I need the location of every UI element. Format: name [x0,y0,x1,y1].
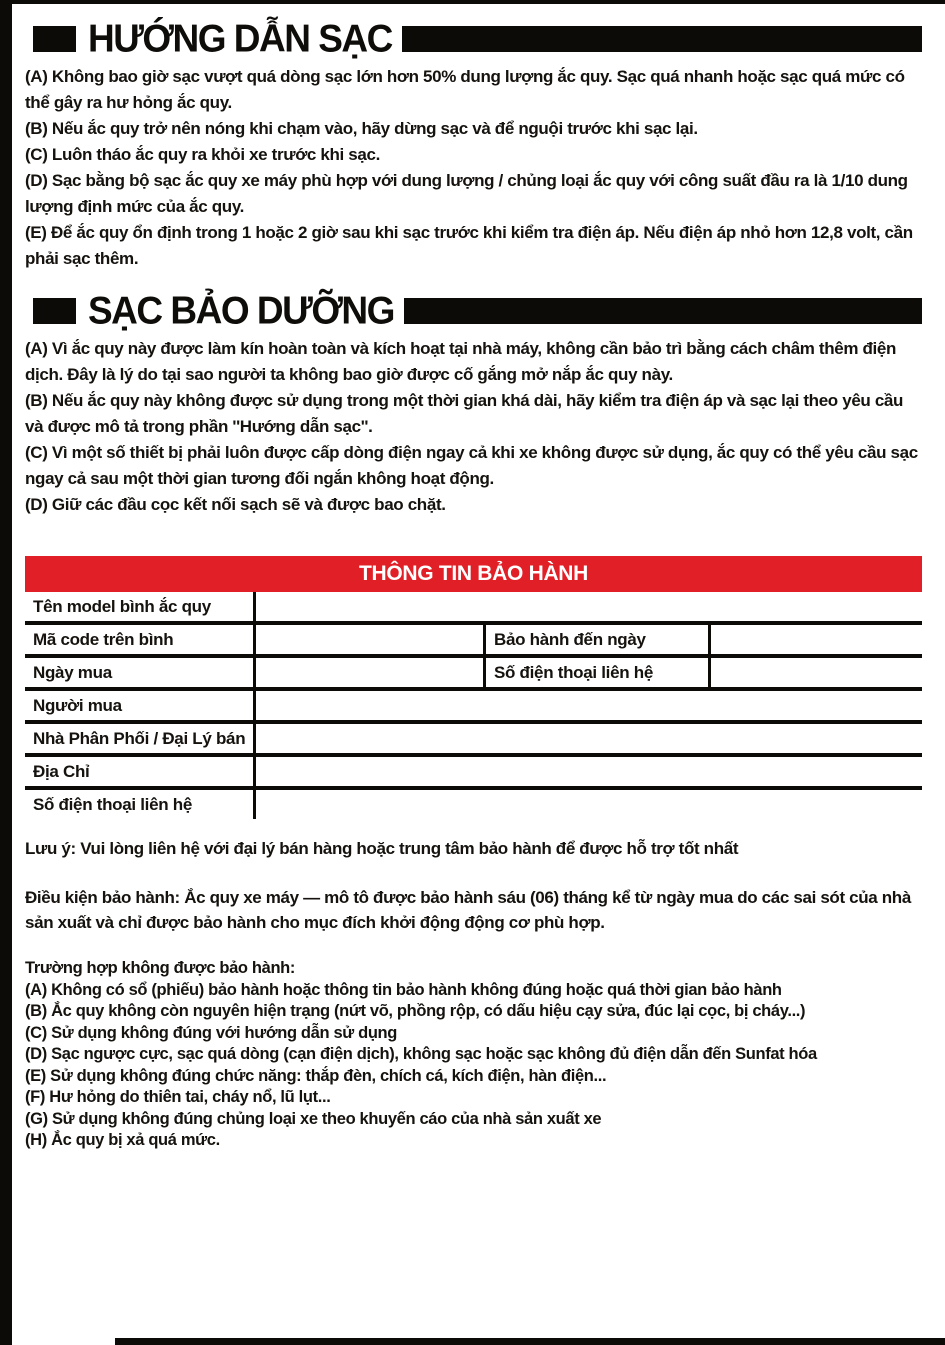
instruction-item: (C) Vì một số thiết bị phải luôn được cấp dòng điện ngay cả khi xe không được sử dụng, ắc quy có thể yêu cầu sạc ngay cả sau một thời gian tương đối ngắn không hoạt động. [25,443,918,488]
exclusion-item: (D) Sạc ngược cực, sạc quá dòng (cạn điện dịch), không sạc hoặc sạc không đủ điện dẫn đến Sunfat hóa [25,1045,817,1063]
row-value-field [256,790,922,819]
table-row [25,786,922,819]
table-row [25,687,922,720]
exclusion-item: (H) Ắc quy bị xả quá mức. [25,1131,220,1149]
row-label: Ngày mua [25,658,256,687]
section-title: SẠC BẢO DƯỠNG [88,289,394,332]
section-body-maintenance [25,336,922,518]
row-label: Số điện thoại liên hệ [25,790,256,819]
row-label-2: Bảo hành đến ngày [483,625,711,654]
section-title: HƯỚNG DẪN SẠC [88,17,392,60]
support-note-text: Lưu ý: Vui lòng liên hệ với đại lý bán hàng hoặc trung tâm bảo hành để được hỗ trợ tốt nhất [25,839,739,858]
instruction-item: (B) Nếu ắc quy trở nên nóng khi chạm vào, hãy dừng sạc và để nguội trước khi sạc lại. [25,119,698,138]
row-value-field-2 [711,658,922,687]
warranty-conditions [25,885,922,935]
support-note [25,836,922,861]
instruction-item: (A) Vì ắc quy này được làm kín hoàn toàn và kích hoạt tại nhà máy, không cần bảo trì bằng cách châm thêm điện dịch. Đây là lý do tại sao người ta không bao giờ được cố gắng mở nắp ắc quy này. [25,339,897,384]
warranty-table-header: THÔNG TIN BẢO HÀNH [25,556,922,592]
warranty-exclusions [25,958,922,1152]
bottom-edge-strip [115,1338,945,1345]
instruction-item: (E) Để ắc quy ổn định trong 1 hoặc 2 giờ sau khi sạc trước khi kiểm tra điện áp. Nếu điện áp nhỏ hơn 12,8 volt, cần phải sạc thêm. [25,223,913,268]
warranty-conditions-text: Điều kiện bảo hành: Ắc quy xe máy — mô tô được bảo hành sáu (06) tháng kể từ ngày mua do các sai sót của nhà sản xuất và chỉ được bảo hành cho mục đích khởi động động cơ phù hợp. [25,888,911,932]
instruction-item: (C) Luôn tháo ắc quy ra khỏi xe trước khi sạc. [25,145,380,164]
table-row [25,753,922,786]
instruction-item: (A) Không bao giờ sạc vượt quá dòng sạc lớn hơn 50% dung lượng ắc quy. Sạc quá nhanh hoặc sạc quá mức có thể gây ra hư hỏng ắc quy. [25,67,905,112]
instruction-item: (B) Nếu ắc quy này không được sử dụng trong một thời gian khá dài, hãy kiểm tra điện áp và sạc lại theo yêu cầu và được mô tả trong phần ''Hướng dẫn sạc''. [25,391,904,436]
exclusion-item: (B) Ắc quy không còn nguyên hiện trạng (nứt võ, phồng rộp, có dấu hiệu cạy sửa, đúc lại cọc, bị cháy...) [25,1002,806,1020]
row-value-field [256,592,922,621]
table-row [25,654,922,687]
row-value-field [256,658,483,687]
row-value-field [256,724,922,753]
header-rule-bar [404,298,922,324]
exclusion-item: (G) Sử dụng không đúng chủng loại xe theo khuyến cáo của nhà sản xuất xe [25,1109,602,1128]
row-value-field-2 [711,625,922,654]
section-header-maintenance [25,289,922,332]
page-content [25,0,922,1152]
square-bullet-icon [33,298,76,324]
exclusion-item: (A) Không có sổ (phiếu) bảo hành hoặc thông tin bảo hành không đúng hoặc quá thời gian bảo hành [25,980,782,999]
row-label-2: Số điện thoại liên hệ [483,658,711,687]
table-row [25,621,922,654]
row-value-field [256,757,922,786]
row-label: Người mua [25,691,256,720]
row-label: Địa Chỉ [25,757,256,786]
square-bullet-icon [33,26,76,52]
exclusion-item: (E) Sử dụng không đúng chức năng: thắp đèn, chích cá, kích điện, hàn điện... [25,1066,607,1085]
row-label: Nhà Phân Phối / Đại Lý bán [25,724,256,753]
exclusion-item: (C) Sử dụng không đúng với hướng dẫn sử dụng [25,1023,398,1042]
table-row [25,720,922,753]
row-label: Mã code trên bình [25,625,256,654]
instruction-item: (D) Sạc bằng bộ sạc ắc quy xe máy phù hợp với dung lượng / chủng loại ắc quy với công suất đầu ra là 1/10 dung lượng định mức của ắc quy. [25,171,908,216]
table-row [25,592,922,621]
left-edge-bar [0,0,12,1345]
row-value-field [256,625,483,654]
header-rule-bar [402,26,922,52]
row-value-field [256,691,922,720]
row-label: Tên model bình ắc quy [25,592,256,621]
section-header-charging [25,17,922,60]
exclusions-title: Trường hợp không được bảo hành: [25,959,296,977]
warranty-table [25,556,922,819]
section-body-charging [25,64,922,272]
instruction-item: (D) Giữ các đầu cọc kết nối sạch sẽ và được bao chặt. [25,495,446,514]
exclusion-item: (F) Hư hỏng do thiên tai, cháy nổ, lũ lụt... [25,1088,331,1106]
